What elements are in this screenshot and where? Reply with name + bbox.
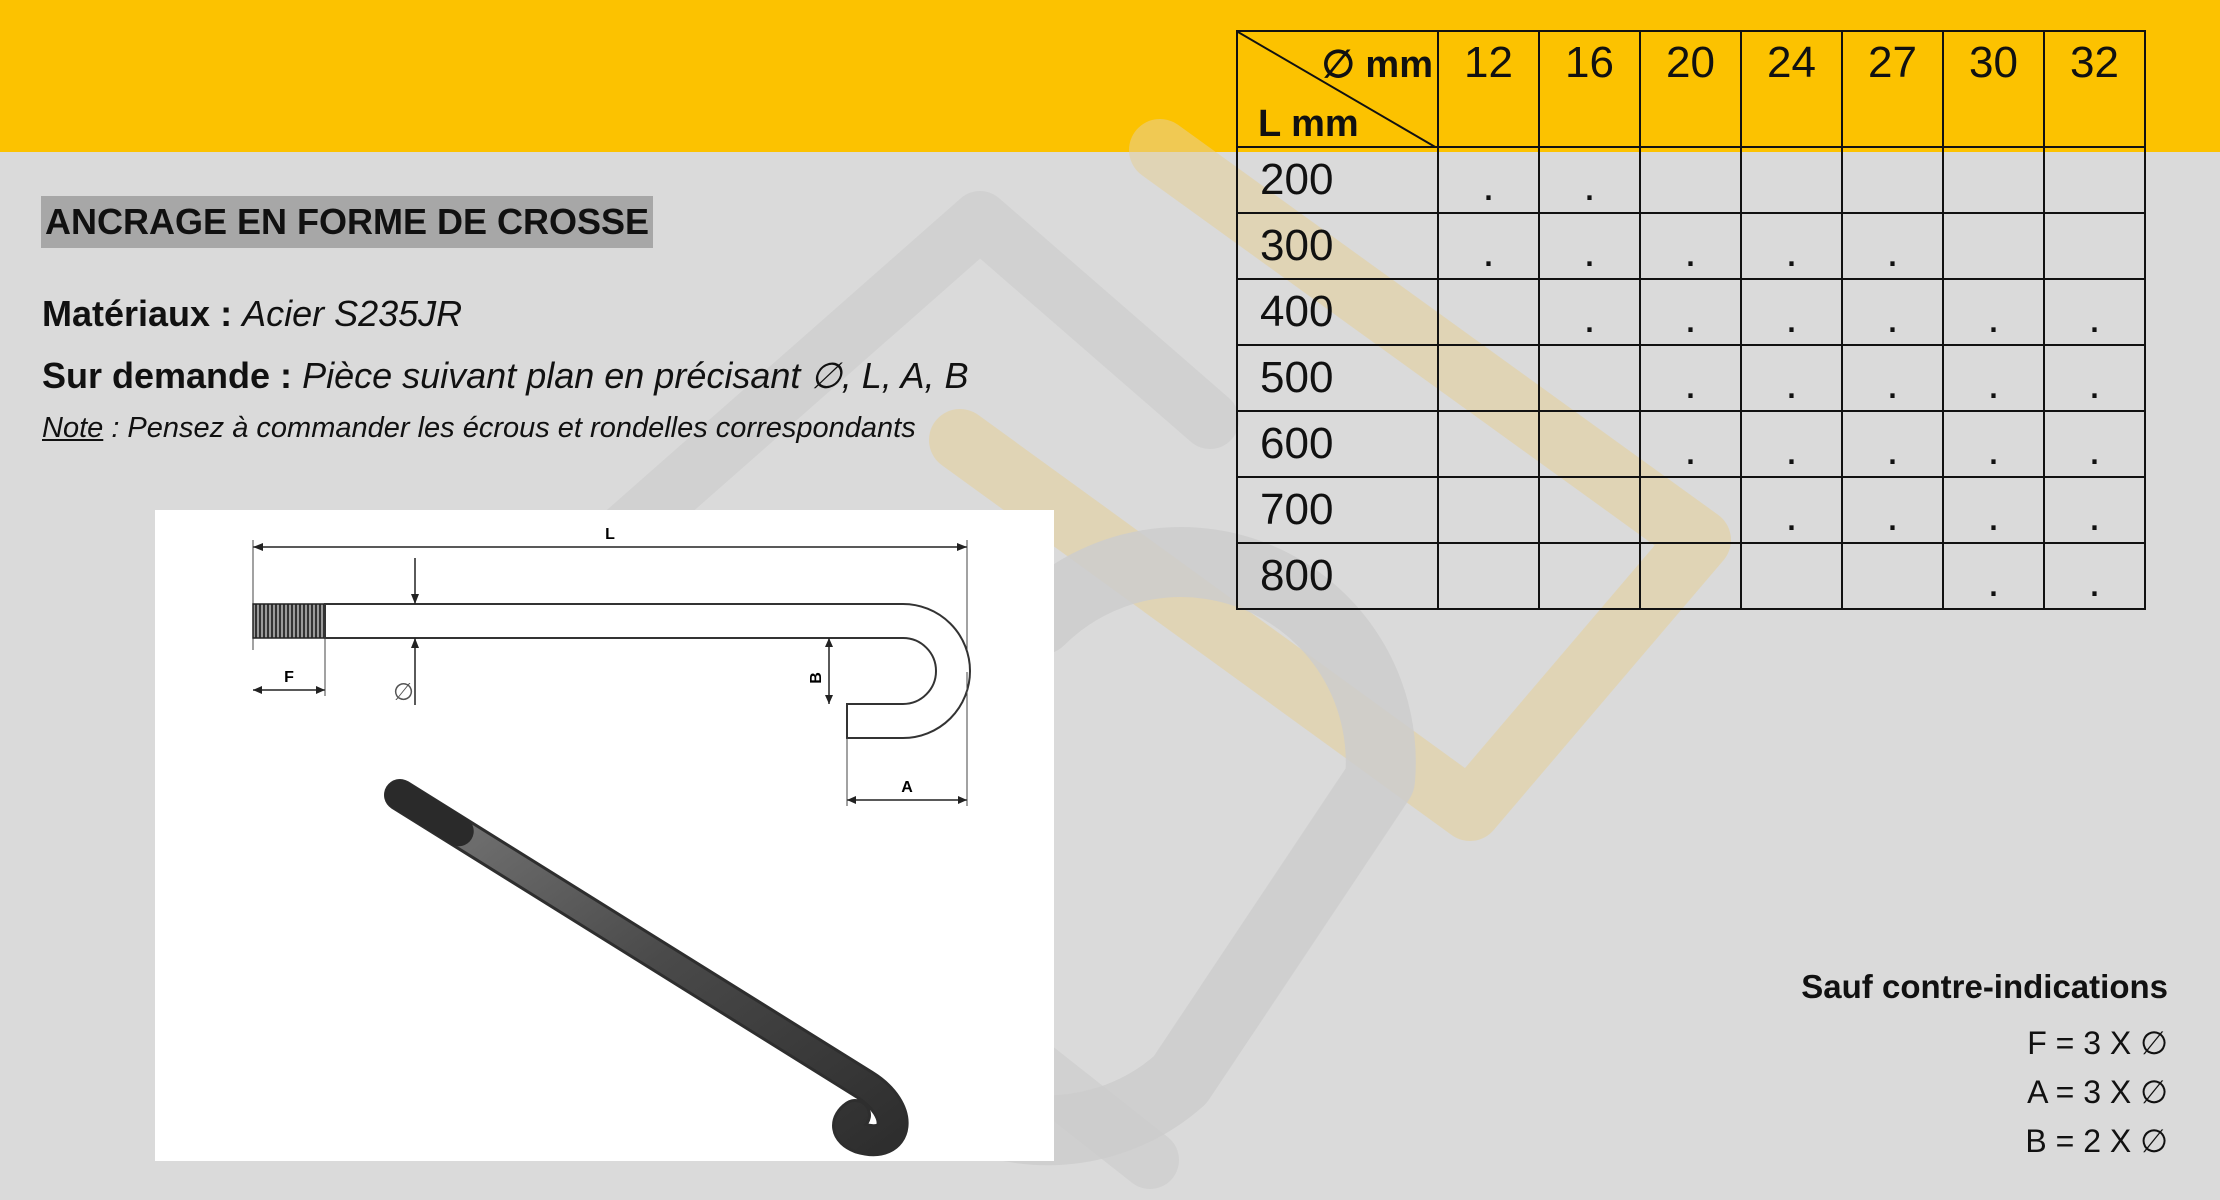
availability-cell [1741,279,1842,345]
availability-mark: . [1987,557,2000,606]
availability-cell [1539,213,1640,279]
availability-cell [1741,477,1842,543]
diameter-header: 24 [1741,31,1842,147]
availability-cell [1943,411,2044,477]
availability-mark: . [2088,491,2101,540]
table-corner-header [1237,31,1438,147]
table-row [1237,345,2145,411]
materials-label: Matériaux : [42,293,233,334]
availability-cell [1640,345,1741,411]
technical-drawing [155,510,1054,1161]
dimension-F [253,638,325,696]
table-body [1237,147,2145,609]
availability-cell [1842,213,1943,279]
availability-mark: . [1886,227,1899,276]
note-line [42,412,916,445]
availability-mark: . [1482,161,1495,210]
defaults-title: Sauf contre-indications [1801,968,2168,1005]
default-A: A = 3 X ∅ [2027,1074,2168,1110]
availability-cell [1438,477,1539,543]
note-text: : Pensez à commander les écrous et rondelles correspondants [103,412,916,444]
availability-cell [1943,543,2044,609]
side-view [253,604,970,738]
availability-cell [1943,213,2044,279]
availability-cell [1943,147,2044,213]
availability-cell [1539,147,1640,213]
length-cell: 400 [1237,279,1438,345]
availability-cell [1741,147,1842,213]
availability-cell [1640,477,1741,543]
availability-cell [1842,477,1943,543]
availability-cell [1842,147,1943,213]
availability-cell [1640,411,1741,477]
availability-mark: . [1987,359,2000,408]
availability-mark: . [1583,161,1596,210]
materials-line [42,293,462,335]
availability-mark: . [1684,359,1697,408]
availability-cell [1741,411,1842,477]
availability-cell [1640,147,1741,213]
default-B: B = 2 X ∅ [2025,1123,2168,1159]
availability-mark: . [2088,359,2101,408]
label-B: B [808,672,825,684]
page-title: ANCRAGE EN FORME DE CROSSE [41,196,653,248]
availability-cell [1539,411,1640,477]
table-header-row [1237,31,2145,147]
availability-cell [1438,213,1539,279]
availability-cell [1640,543,1741,609]
availability-mark: . [1987,293,2000,342]
availability-cell [2044,543,2145,609]
length-cell: 500 [1237,345,1438,411]
diameter-unit-label: ∅ mm [1321,44,1433,86]
diameter-header: 27 [1842,31,1943,147]
availability-cell [1539,279,1640,345]
default-F: F = 3 X ∅ [2027,1025,2168,1061]
availability-mark: . [1785,227,1798,276]
label-diameter: ∅ [393,678,414,706]
availability-mark: . [1583,227,1596,276]
availability-cell [1741,345,1842,411]
availability-cell [1741,543,1842,609]
availability-cell [1539,543,1640,609]
table-row [1237,477,2145,543]
availability-mark: . [1684,227,1697,276]
table-row [1237,411,2145,477]
availability-mark: . [1785,293,1798,342]
table-row [1237,543,2145,609]
availability-cell [1438,543,1539,609]
on-demand-line [42,355,968,397]
availability-cell [2044,279,2145,345]
diameter-header: 32 [2044,31,2145,147]
availability-cell [1842,411,1943,477]
availability-cell [1640,279,1741,345]
availability-cell [1842,279,1943,345]
dimension-B [808,638,833,704]
materials-value: Acier S235JR [242,293,463,334]
length-cell: 800 [1237,543,1438,609]
isometric-view [400,795,893,1140]
length-unit-label: L mm [1258,103,1359,145]
availability-mark: . [1482,227,1495,276]
on-demand-value: Pièce suivant plan en précisant ∅, L, A, B [302,355,969,396]
availability-cell [1438,147,1539,213]
label-F: F [284,669,294,686]
availability-cell [1943,477,2044,543]
availability-cell [2044,345,2145,411]
default-dimensions [1801,968,2168,1171]
availability-mark: . [1785,425,1798,474]
availability-cell [1842,543,1943,609]
availability-cell [1539,345,1640,411]
on-demand-label: Sur demande : [42,355,293,396]
availability-cell [1842,345,1943,411]
label-A: A [901,779,913,796]
availability-cell [1640,213,1741,279]
note-label: Note [42,412,104,444]
availability-cell [1438,411,1539,477]
availability-mark: . [1886,425,1899,474]
availability-mark: . [1684,425,1697,474]
diameter-header: 12 [1438,31,1539,147]
availability-mark: . [1583,293,1596,342]
availability-mark: . [1785,491,1798,540]
availability-mark: . [2088,425,2101,474]
table-row [1237,279,2145,345]
availability-cell [2044,411,2145,477]
diameter-header: 16 [1539,31,1640,147]
availability-mark: . [1987,425,2000,474]
size-availability-table [1236,30,2146,610]
length-cell: 600 [1237,411,1438,477]
length-cell: 300 [1237,213,1438,279]
availability-cell [2044,213,2145,279]
availability-cell [1539,477,1640,543]
availability-cell [1943,279,2044,345]
availability-mark: . [1886,359,1899,408]
availability-cell [2044,477,2145,543]
availability-mark: . [1785,359,1798,408]
table-row [1237,147,2145,213]
availability-mark: . [1987,491,2000,540]
availability-cell [1438,279,1539,345]
availability-cell [2044,147,2145,213]
availability-cell [1741,213,1842,279]
availability-mark: . [1886,293,1899,342]
table-row [1237,213,2145,279]
availability-mark: . [1684,293,1697,342]
diameter-header: 30 [1943,31,2044,147]
anchor-bolt-drawing [155,510,1054,1161]
availability-cell [1943,345,2044,411]
length-cell: 200 [1237,147,1438,213]
label-L: L [605,526,615,543]
availability-mark: . [1886,491,1899,540]
length-cell: 700 [1237,477,1438,543]
availability-mark: . [2088,557,2101,606]
diameter-header: 20 [1640,31,1741,147]
availability-cell [1438,345,1539,411]
availability-mark: . [2088,293,2101,342]
